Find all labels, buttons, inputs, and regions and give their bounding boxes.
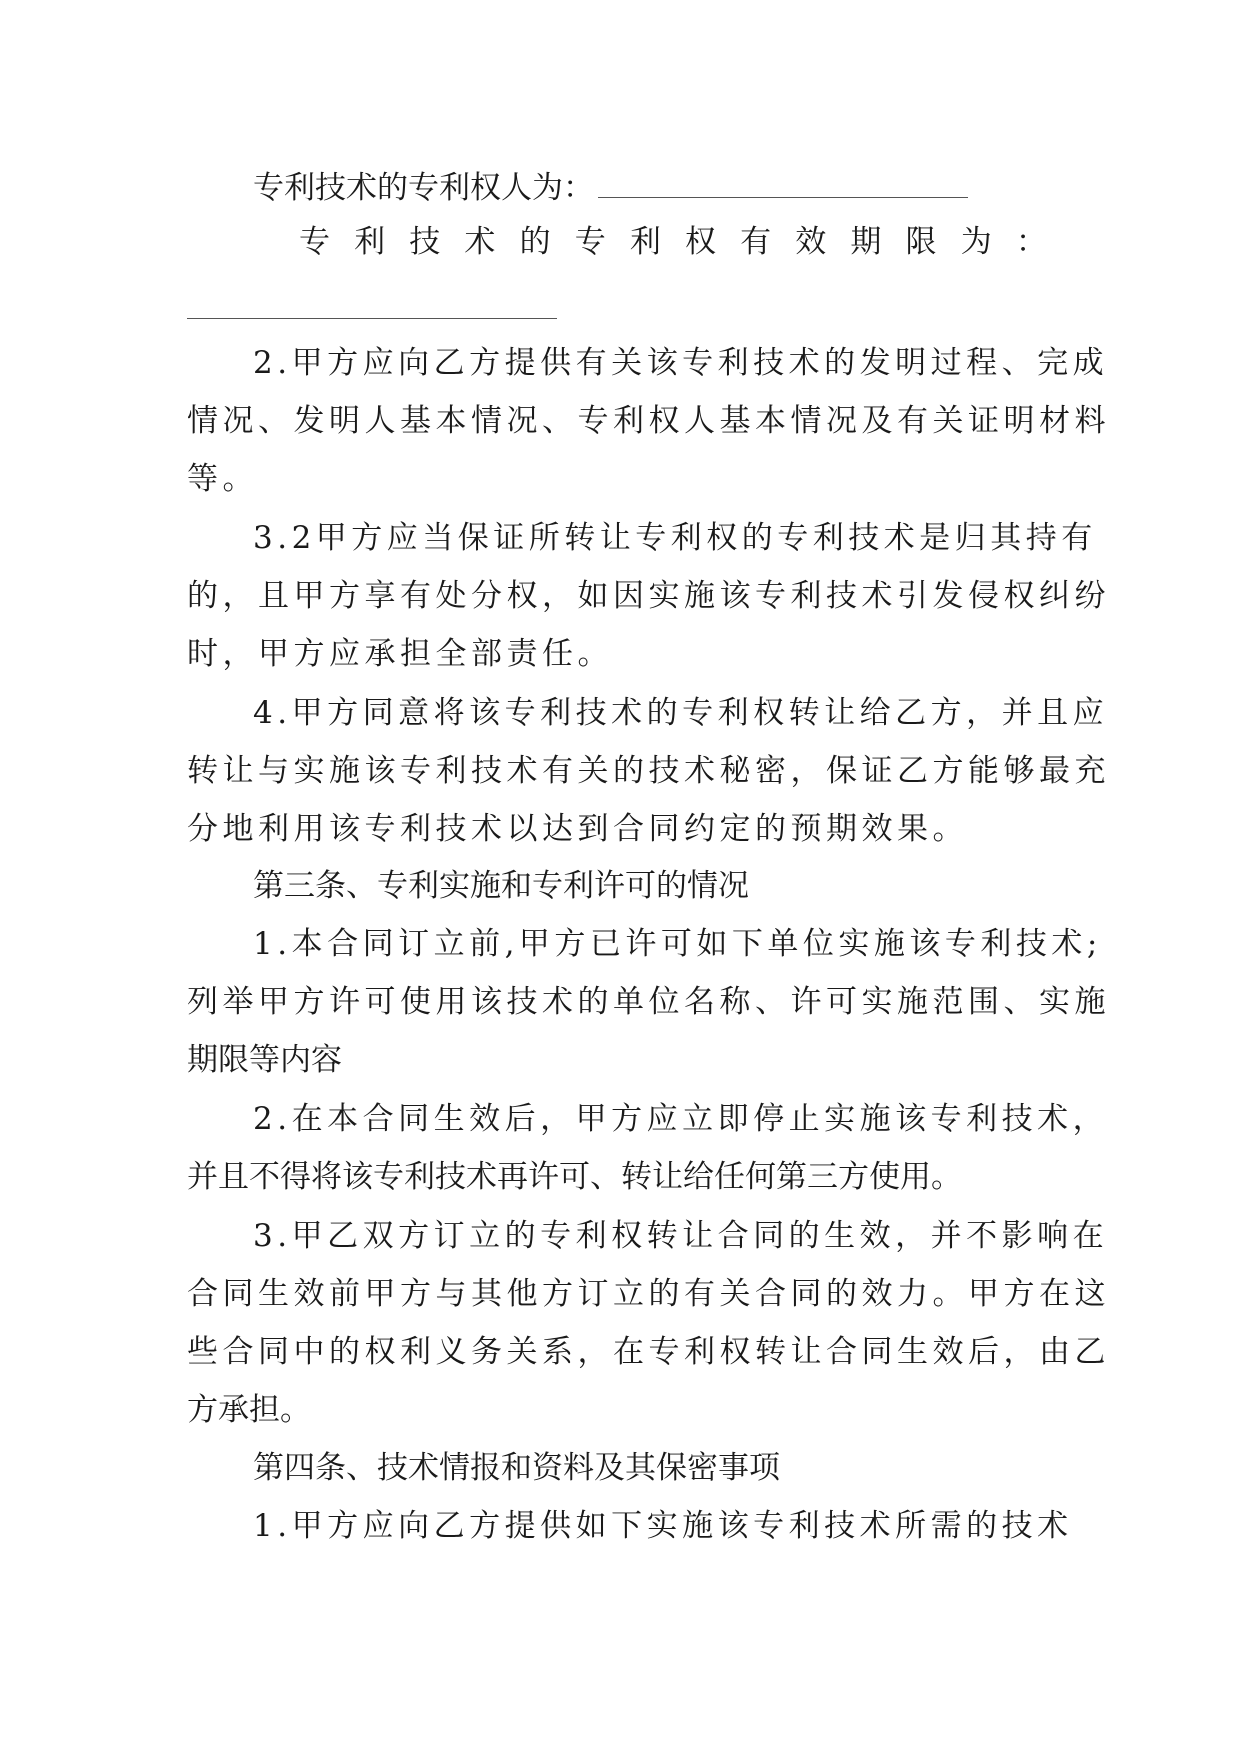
paragraph-line: 期限等内容	[187, 1042, 342, 1078]
validity-char: 利	[629, 224, 661, 260]
validity-char: 的	[519, 224, 551, 260]
validity-char: 术	[464, 224, 496, 260]
paragraph-line: 方承担。	[187, 1392, 311, 1428]
paragraph-line: 转让与实施该专利技术有关的技术秘密，保证乙方能够最充	[187, 753, 1110, 789]
paragraph-line: 分地利用该专利技术以达到合同约定的预期效果。	[187, 811, 968, 847]
validity-char: 权	[684, 224, 716, 260]
paragraph-line: 4.甲方同意将该专利技术的专利权转让给乙方，并且应	[253, 695, 1109, 731]
paragraph-line: 合同生效前甲方与其他方订立的有关合同的效力。甲方在这	[187, 1276, 1110, 1312]
paragraph-line: 并且不得将该专利技术再许可、转让给任何第三方使用。	[187, 1159, 962, 1195]
paragraph-line: 2.甲方应向乙方提供有关该专利技术的发明过程、完成	[253, 345, 1109, 381]
validity-char: 有	[740, 224, 772, 260]
paragraph-line: 1.甲方应向乙方提供如下实施该专利技术所需的技术	[253, 1508, 1073, 1544]
paragraph-line: 3.2甲方应当保证所转让专利权的专利技术是归其持有	[253, 520, 1097, 556]
section-heading: 第四条、技术情报和资料及其保密事项	[253, 1450, 780, 1486]
validity-char: 为	[960, 224, 992, 260]
paragraph-line: 等。	[187, 461, 258, 497]
paragraph-line: 些合同中的权利义务关系，在专利权转让合同生效后，由乙	[187, 1334, 1110, 1370]
validity-period-blank[interactable]	[187, 318, 557, 319]
paragraph-line: 的，且甲方享有处分权，如因实施该专利技术引发侵权纠纷	[187, 578, 1110, 614]
paragraph-line: 列举甲方许可使用该技术的单位名称、许可实施范围、实施	[187, 984, 1110, 1020]
validity-char: 限	[905, 224, 937, 260]
section-heading: 第三条、专利实施和专利许可的情况	[253, 868, 749, 904]
validity-char: 专	[574, 224, 606, 260]
validity-period-line	[187, 222, 1047, 262]
patent-holder-label: 专利技术的专利权人为：	[253, 170, 594, 206]
patent-holder-line	[187, 168, 1123, 208]
validity-char: 效	[795, 224, 827, 260]
paragraph-line: 情况、发明人基本情况、专利权人基本情况及有关证明材料	[187, 403, 1110, 439]
validity-char: ：	[1015, 224, 1047, 260]
patent-holder-blank[interactable]	[598, 173, 968, 198]
paragraph-line: 3.甲乙双方订立的专利权转让合同的生效，并不影响在	[253, 1218, 1109, 1254]
validity-char: 利	[354, 224, 386, 260]
validity-char: 专	[299, 224, 330, 260]
paragraph-line: 2.在本合同生效后，甲方应立即停止实施该专利技术，	[253, 1101, 1109, 1137]
validity-char: 技	[409, 224, 441, 260]
validity-char: 期	[850, 224, 882, 260]
paragraph-line: 时，甲方应承担全部责任。	[187, 636, 613, 672]
paragraph-line: 1.本合同订立前,甲方已许可如下单位实施该专利技术;	[253, 926, 1102, 962]
